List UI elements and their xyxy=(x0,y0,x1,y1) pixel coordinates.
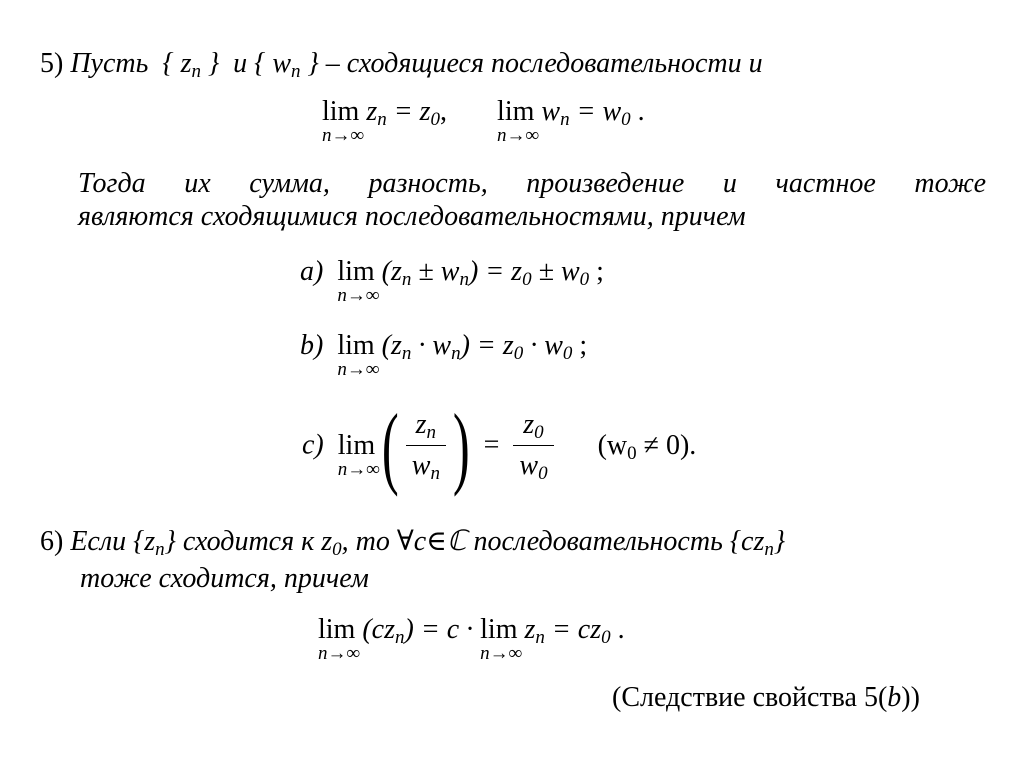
limits-line: lim n→∞ $z_n = z_0$, lim n→∞ $w_n = w_0$ . xyxy=(322,96,645,146)
item5-intro: Пусть xyxy=(70,48,149,79)
item5-and: и xyxy=(233,48,248,79)
item5-intro-tail: – сходящиеся последовательности и xyxy=(325,48,763,79)
formula-c: c) lim n→∞ ( $\frac{z_n}{w_n}$ ) = $\frac{z_0}{w_0}$ $(w_0 \ne 0)$. xyxy=(302,394,697,497)
seq-w: { $w_n$ } xyxy=(254,48,319,82)
formula-b: b) lim n→∞ $(z_n \cdot w_n) = z_0 \cdot w_0$ ; xyxy=(300,330,588,380)
label-c: c) xyxy=(302,429,324,461)
then-line-2: являются сходящимися последовательностями, причем xyxy=(78,201,746,232)
formula-6: lim n→∞ $(cz_n) = c \cdot \lim$ n→∞ $z_n = cz_0$ . xyxy=(318,614,625,664)
corollary-note: (Следствие свойства 5(b)) xyxy=(612,682,920,713)
fraction-z0-w0: $\frac{z_0}{w_0}$ xyxy=(513,405,553,486)
condition-w0: $(w_0 \ne 0)$. xyxy=(597,429,697,464)
item6-line-2: тоже сходится, причем xyxy=(80,563,369,594)
then-line-1: Тогда их сумма, разность, произведение и частное тоже xyxy=(78,168,986,199)
item5-intro-line xyxy=(40,48,763,80)
item6-line-1: 6) Если $\{z_n\}$ сходится к $z_0$, то ∀c∈ℂ последовательность $\{cz_n\}$ xyxy=(40,526,786,560)
formula-a: a) lim n→∞ $(z_n \pm w_n) = z_0 \pm w_0$ ; xyxy=(300,256,604,306)
lim-w: lim n→∞ xyxy=(497,96,540,146)
item6-number: 6) xyxy=(40,526,64,557)
fraction-zn-wn: $\frac{z_n}{w_n}$ xyxy=(406,405,446,486)
label-b: b) xyxy=(300,330,324,361)
seq-z: { $z_n$ } xyxy=(162,48,220,82)
lim-z: lim n→∞ xyxy=(322,96,365,146)
label-a: a) xyxy=(300,256,324,287)
item5-number: 5) xyxy=(40,48,64,79)
